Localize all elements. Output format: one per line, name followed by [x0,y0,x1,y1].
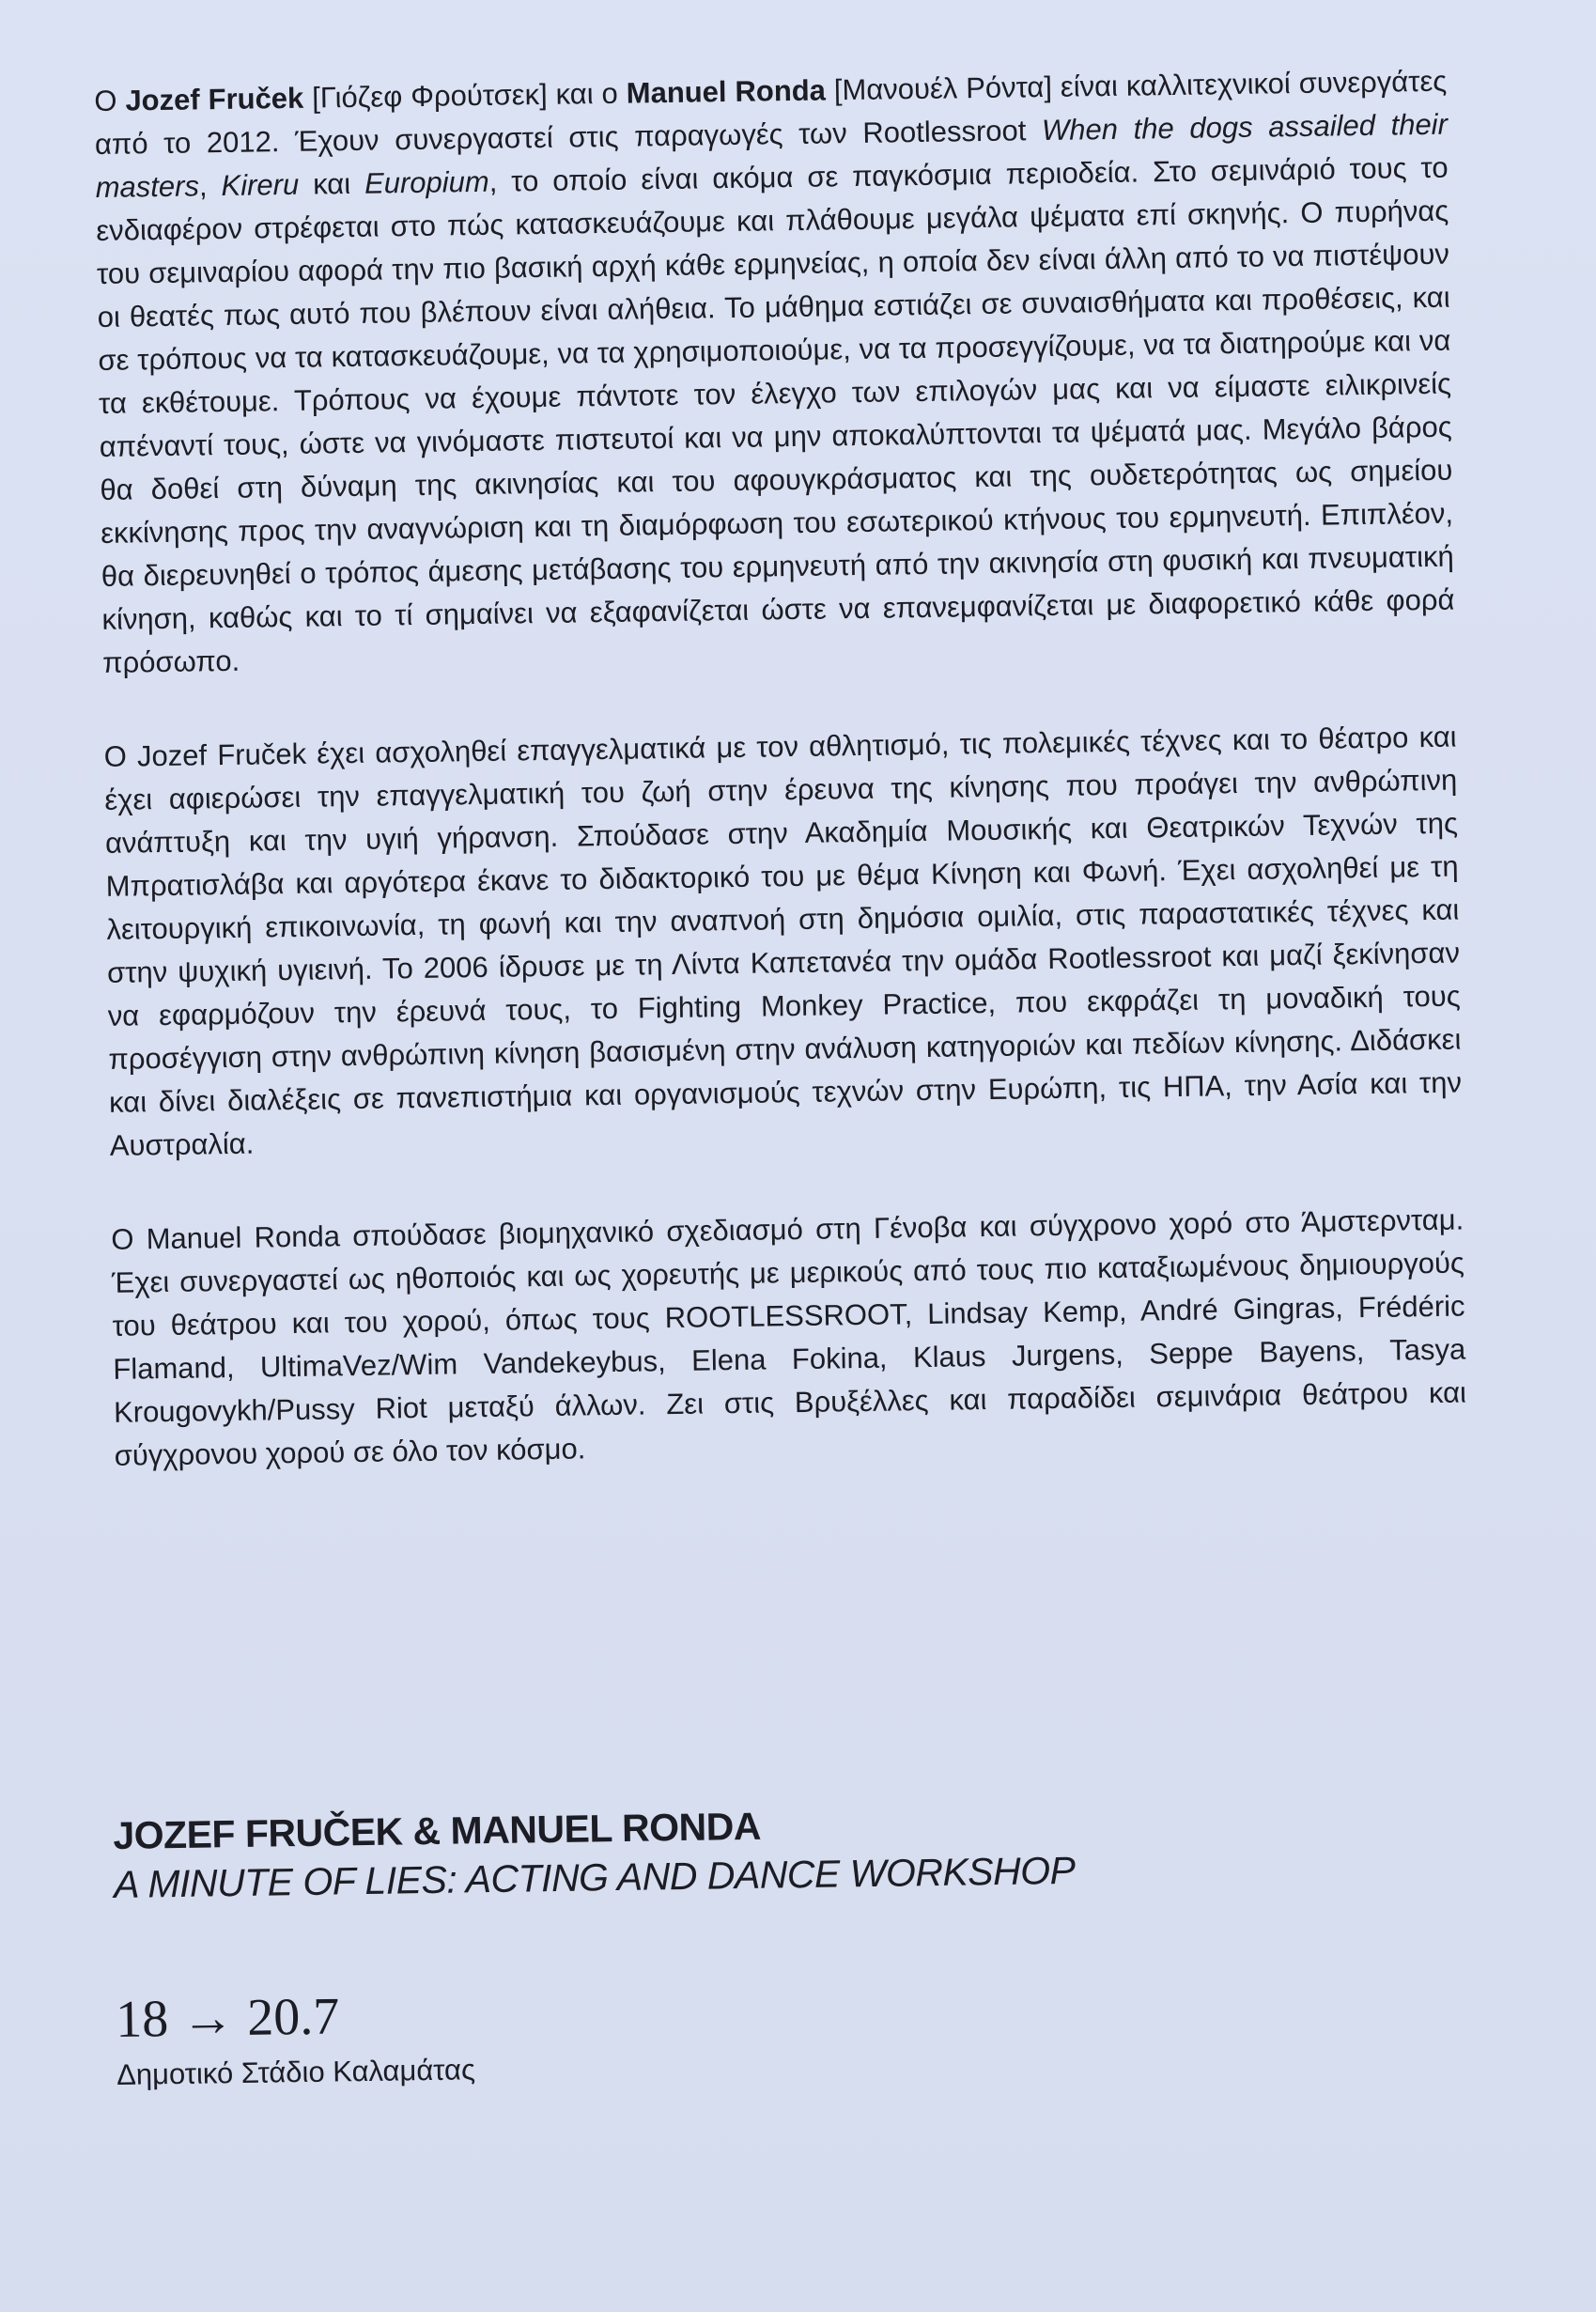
paragraph-manuel-bio: Ο Manuel Ronda σπούδασε βιομηχανικό σχεδιασμό στη Γένοβα και σύγχρονο χορό στο Άμστερνταμ. Έχει συνεργαστεί ως ηθοποιός και ως χορευτής με μερικούς από τους πιο καταξιωμένους δημιουργούς του θεάτρου και του χορού, όπως τους ROOTLESSROOT, Lindsay Kemp, André Gingras, Frédéric Flamand, UltimaVez/Wim Vandekeybus, Elena Fokina, Klaus Jurgens, Seppe Bayens, Tasya Krougovykh/Pussy Riot μεταξύ άλλων. Ζει στις Βρυξέλλες και παραδίδει σεμινάρια θεάτρου και σύγχρονου χορού σε όλο τον κόσμο. [111,1203,1467,1472]
intro-sep1: , [198,169,222,203]
event-date: 18 → 20.7 [115,1987,340,2049]
work-title-europium: Europium [364,164,489,200]
intro-text-mid2: [Μανουέλ Ρόντα] είναι καλλιτεχνικοί συνεργάτες από το 2012. Έχουν συνεργαστεί στις παραγωγές των Rootlessroot [94,64,1448,161]
paragraph-jozef-bio: Ο Jozef Fruček έχει ασχοληθεί επαγγελματικά με τον αθλητισμό, τις πολεμικές τέχνες και το θέατρο και έχει αφιερώσει την επαγγελματική του ζωή στην έρευνα της κίνησης που προάγει την ανθρώπινη ανάπτυξη και την υγιή γήρανση. Σπούδασε στην Ακαδημία Μουσικής και Θεατρικών Τεχνών της Μπρατισλάβα και αργότερα έκανε το διδακτορικό του με θέμα Κίνηση και Φωνή. Έχει ασχοληθεί με τη λειτουργική επικοινωνία, τη φωνή και την αναπνοή στη δημόσια ομιλία, στις παραστατικές τέχνες και στην ψυχική υγιεινή. Το 2006 ίδρυσε με τη Λίντα Καπετανέα την ομάδα Rootlessroot και μαζί ξεκίνησαν να εφαρμόζουν την έρευνά τους, το Fighting Monkey Practice, που εκφράζει τη μοναδική τους προσέγγιση στην ανθρώπινη κίνηση βασισμένη στην ανάλυση κατηγοριών και πεδίων κίνησης. Διδάσκει και δίνει διαλέξεις σε πανεπιστήμια και οργανισμούς τεχνών στην Ευρώπη, τις ΗΠΑ, την Ασία και την Αυστραλία. [103,720,1463,1162]
artist-name-manuel: Manuel Ronda [626,73,827,110]
paragraph-intro [94,60,1455,685]
event-subtitle: A MINUTE OF LIES: ACTING AND DANCE WORKSHOP [113,1848,1076,1906]
work-title-kireru: Kireru [221,167,300,203]
intro-text-start: Ο [94,84,126,117]
intro-text-rest: , το οποίο είναι ακόμα σε παγκόσμια περιοδεία. Στο σεμινάριό τους το ενδιαφέρον στρέφεται στο πώς κατασκευάζουμε και πλάθουμε μεγάλα ψέματα επί σκηνής. Ο πυρήνας του σεμιναρίου αφορά την πιο βασική αρχή κάθε ερμηνείας, η οποία δεν είναι άλλη από το να πιστέψουν οι θεατές πως αυτό που βλέπουν είναι αλήθεια. Το μάθημα εστιάζει σε συναισθήματα και προθέσεις, και σε τρόπους να τα κατασκευάζουμε, να τα χρησιμοποιούμε, να τα προσεγγίζουμε, να τα διατηρούμε και να τα εκθέτουμε. Τρόπους να έχουμε πάντοτε τον έλεγχο των επιλογών μας και να είμαστε ειλικρινείς απέναντί τους, ώστε να γινόμαστε πιστευτοί και να μην αποκαλύπτονται τα ψέματά μας. Μεγάλο βάρος θα δοθεί στη δύναμη της ακινησίας και του αφουγκράσματος και της ουδετερότητας ως σημείου εκκίνησης προς την αναγνώριση και τη διαμόρφωση του εσωτερικού κτήνους του ερμηνευτή. Επιπλέον, θα διερευνηθεί ο τρόπος άμεσης μετάβασης του ερμηνευτή από την ακινησία στη φυσική και πνευματική κίνηση, καθώς και το τί σημαίνει να εξαφανίζεται ώστε να επανεμφανίζεται με διαφορετικό κάθε φορά πρόσωπο. [96,150,1455,679]
intro-sep2: και [298,166,365,201]
artist-name-jozef: Jozef Fruček [125,81,304,117]
event-venue: Δημοτικό Στάδιο Καλαμάτας [116,2053,476,2091]
event-info [113,1792,1432,2095]
work-title-dogs: When the dogs assailed their masters [95,107,1449,204]
intro-text-mid1: [Γιόζεφ Φρούτσεκ] και ο [303,76,627,115]
event-title: JOZEF FRUČEK & MANUEL RONDA [113,1804,762,1857]
body-text [94,60,1468,1528]
